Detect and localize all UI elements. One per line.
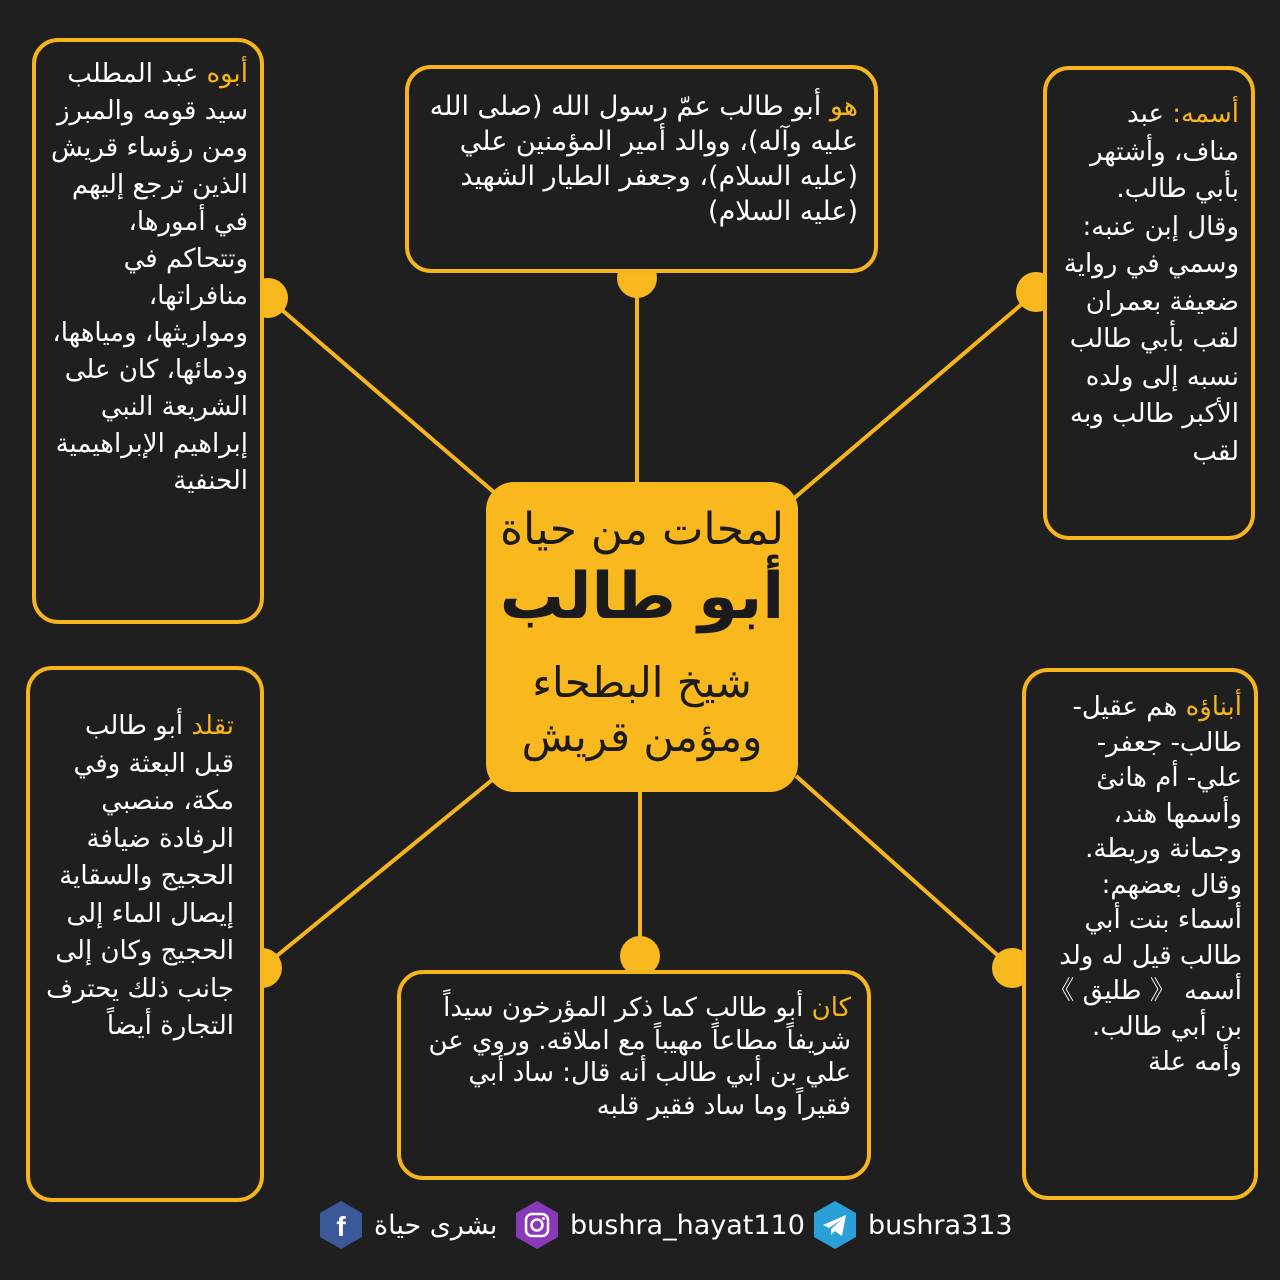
- box-top-left-label: أبوه: [206, 59, 248, 89]
- connector-top-left: [268, 298, 496, 494]
- connector-bottom-right: [796, 776, 1012, 968]
- box-top-right-label: أسمه:: [1172, 99, 1239, 129]
- box-bottom: [397, 970, 871, 1180]
- connector-bottom-left: [262, 780, 492, 968]
- center-tagline-1: شيخ البطحاء: [532, 658, 752, 707]
- box-bottom-label: كان: [811, 993, 851, 1023]
- connector-top-right: [792, 292, 1036, 500]
- telegram-label: bushra313: [868, 1209, 1013, 1241]
- center-tagline-2: ومؤمن قريش: [521, 712, 763, 761]
- box-top-text: أبو طالب عمّ رسول الله (صلى الله عليه وآله)، ووالد أمير المؤمنين علي (عليه السلام)، وجعفر الطيار الشهيد (عليه السلام): [429, 91, 858, 227]
- box-top-right-text: عبد مناف، وأشتهر بأبي طالب. وقال إبن عنبه: وسمي في رواية ضعيفة بعمران لقب بأبي طالب نسبه إلى ولده الأكبر طالب وبه لقب: [1063, 99, 1239, 467]
- box-bottom-text: أبو طالب كما ذكر المؤرخون سيداً شريفاً مطاعاً مهيباً مع املاقه. وروي عن علي بن أبي طالب أنه قال: ساد أبي فقيراً وما ساد فقير قلبه: [428, 993, 851, 1121]
- instagram-label: bushra_hayat110: [570, 1209, 805, 1241]
- box-bottom-right: [1022, 668, 1258, 1200]
- box-top-label: هو: [829, 91, 858, 122]
- box-bottom-left: [26, 666, 264, 1202]
- facebook-icon: [318, 1200, 364, 1250]
- svg-text:f: f: [336, 1211, 346, 1242]
- box-bottom-left-text: أبو طالب قبل البعثة وفي مكة، منصبي الرفادة ضيافة الحجيج والسقاية إيصال الماء إلى الحجيج وكان إلى جانب ذلك يحترف التجارة أيضاً: [46, 711, 234, 1041]
- box-top: [405, 65, 878, 273]
- center-card: [486, 482, 798, 792]
- telegram-link[interactable]: [812, 1200, 1023, 1250]
- box-top-left: [32, 38, 264, 624]
- telegram-icon: [812, 1200, 858, 1250]
- instagram-link[interactable]: [514, 1200, 815, 1250]
- box-bottom-left-label: تقلد: [191, 711, 234, 741]
- box-bottom-right-text: هم عقيل- طالب- جعفر- علي- أم هانئ وأسمها هند، وجمانة وريطة. وقال بعضهم: أسماء بنت أبي طالب قيل له ولد أسمه 《 طليق 》 بن أبي طالب. وأمه علة: [1048, 692, 1242, 1077]
- box-top-right: [1043, 66, 1255, 540]
- facebook-link[interactable]: [318, 1200, 507, 1250]
- box-top-left-text: عبد المطلب سيد قومه والمبرز ومن رؤساء قريش الذين ترجع إليهم في أمورها، وتتحاكم في منافراتها، ومواريثها، ومياهها، ودمائها، كان على الشريعة النبي إبراهيم الإبراهيمية الحنفية: [50, 59, 248, 496]
- instagram-icon: [514, 1200, 560, 1250]
- box-bottom-right-label: أبناؤه: [1185, 692, 1242, 722]
- center-subtitle: لمحات من حياة: [499, 504, 785, 555]
- center-title: أبو طالب: [499, 560, 785, 634]
- facebook-label: بشرى حياة: [374, 1209, 498, 1241]
- footer-social: [0, 1190, 1280, 1260]
